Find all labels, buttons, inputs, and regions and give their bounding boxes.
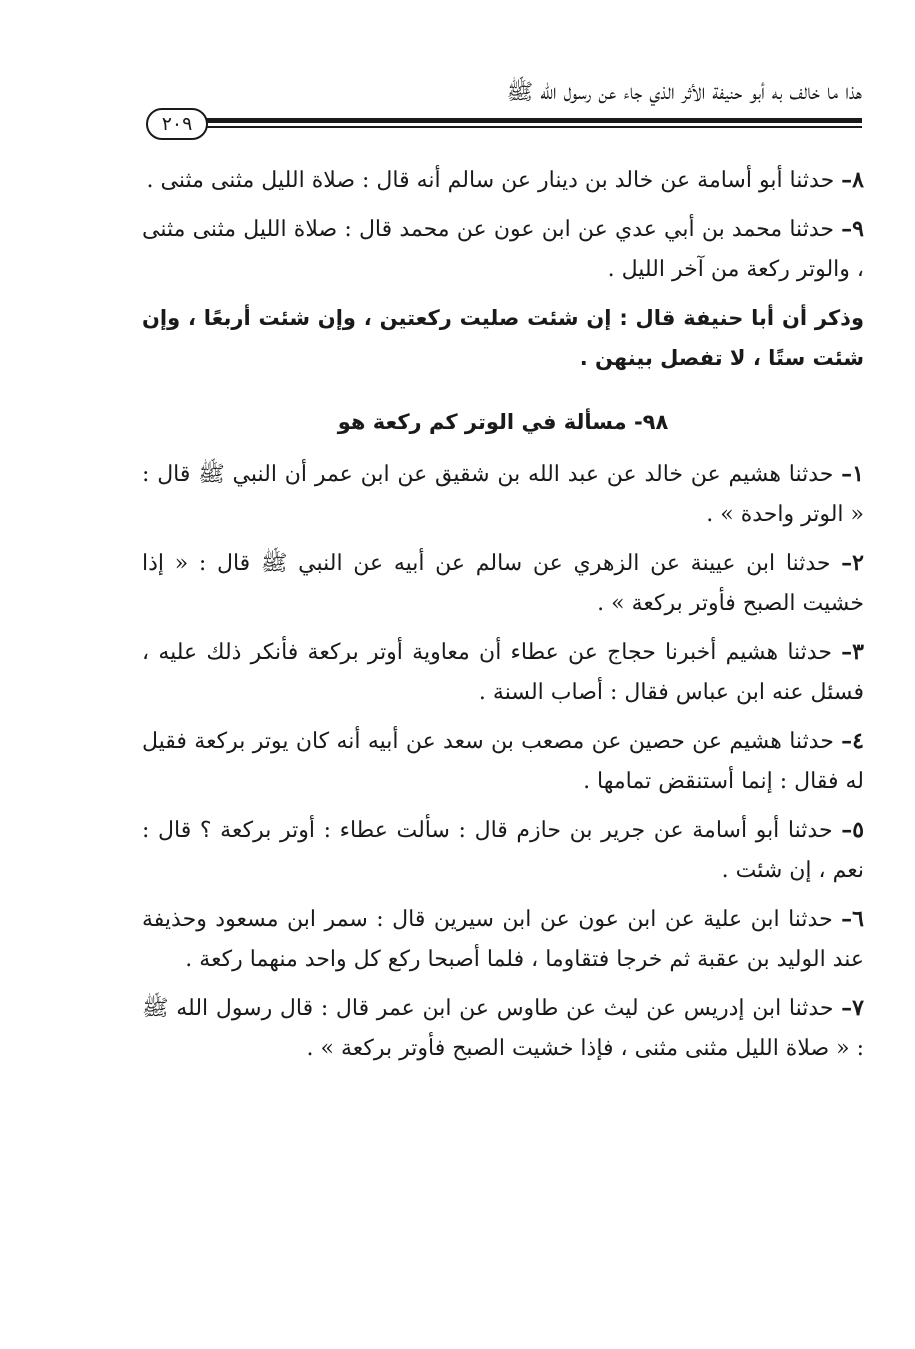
hadith-paragraph-4: [142, 721, 864, 802]
section-heading: ٩٨- مسألة في الوتر كم ركعة هو: [337, 410, 669, 434]
hadith-paragraph-6: [142, 899, 864, 980]
paragraph-number: ٩–: [841, 216, 864, 242]
paragraph-text: حدثنا هشيم عن حصين عن مصعب بن سعد عن أبيه أنه كان يوتر بركعة فقيل له فقال : إنما أستنقض تمامها .: [142, 729, 864, 794]
header-rule-thick: [198, 118, 862, 123]
paragraph-text: حدثنا ابن إدريس عن ليث عن طاوس عن ابن عمر قال : قال رسول الله ﷺ : « صلاة الليل مثنى مثنى ، فإذا خشيت الصبح فأوتر بركعة » .: [142, 996, 864, 1061]
paragraph-text: حدثنا أبو أسامة عن جرير بن حازم قال : سألت عطاء : أوتر بركعة ؟ قال : نعم ، إن شئت .: [142, 818, 864, 883]
hadith-paragraph-8: [142, 160, 864, 201]
paragraph-text: حدثنا هشيم أخبرنا حجاج عن عطاء أن معاوية أوتر بركعة فأنكر ذلك عليه ، فسئل عنه ابن عباس فقال : أصاب السنة .: [142, 640, 864, 705]
paragraph-number: ١–: [841, 461, 864, 487]
paragraph-number: ٢–: [841, 550, 864, 576]
running-header-title: هذا ما خالف به أبو حنيفة الأثر الذي جاء عن رسول الله ﷺ: [506, 80, 862, 105]
body-text: [142, 160, 864, 1077]
page-number: ٢٠٩: [146, 108, 208, 140]
hadith-paragraph-7: [142, 988, 864, 1069]
paragraph-text: حدثنا هشيم عن خالد عن عبد الله بن شقيق عن ابن عمر أن النبي ﷺ قال : « الوتر واحدة » .: [142, 462, 864, 527]
hadith-paragraph-3: [142, 632, 864, 713]
hadith-paragraph-1: [142, 454, 864, 535]
paragraph-number: ٣–: [841, 639, 864, 665]
hadith-paragraph-2: [142, 543, 864, 624]
abu-hanifa-opinion: وذكر أن أبا حنيفة قال : إن شئت صليت ركعتين ، وإن شئت أربعًا ، وإن شئت ستًا ، لا تفصل بينهن .: [142, 306, 864, 370]
paragraph-text: حدثنا ابن علية عن ابن عون عن ابن سيرين قال : سمر ابن مسعود وحذيفة عند الوليد بن عقبة ثم خرجا فتقاوما ، فلما أصبحا ركع كل واحد منهما ركعة .: [142, 907, 864, 972]
paragraph-number: ٧–: [841, 995, 864, 1021]
paragraph-number: ٨–: [841, 167, 864, 193]
paragraph-number: ٤–: [841, 728, 864, 754]
hadith-paragraph-5: [142, 810, 864, 891]
paragraph-number: ٥–: [841, 817, 865, 843]
paragraph-text: حدثنا ابن عيينة عن الزهري عن سالم عن أبيه عن النبي ﷺ قال : « إذا خشيت الصبح فأوتر بركعة » .: [142, 551, 864, 616]
header-rule-thin: [198, 126, 862, 128]
paragraph-text: حدثنا محمد بن أبي عدي عن ابن عون عن محمد قال : صلاة الليل مثنى مثنى ، والوتر ركعة من آخر الليل .: [142, 217, 864, 282]
paragraph-text: حدثنا أبو أسامة عن خالد بن دينار عن سالم أنه قال : صلاة الليل مثنى مثنى .: [146, 168, 842, 193]
paragraph-number: ٦–: [841, 906, 864, 932]
hadith-paragraph-9: [142, 209, 864, 290]
